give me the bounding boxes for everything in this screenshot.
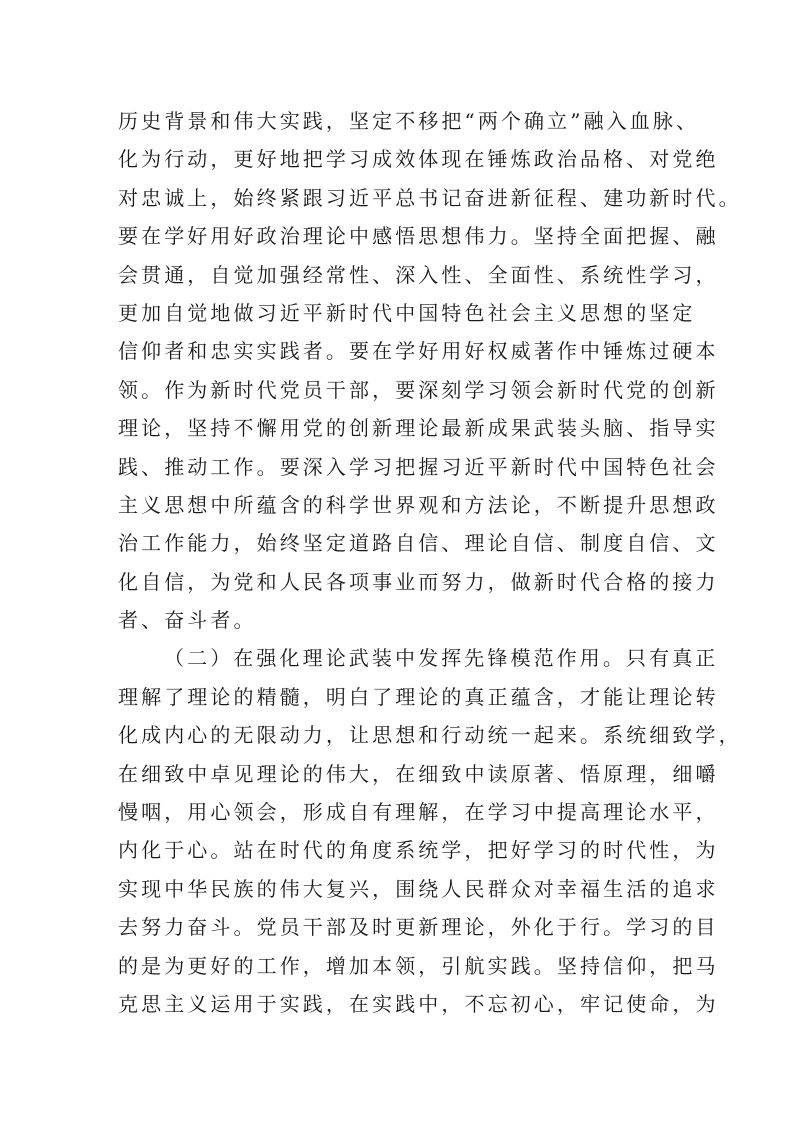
text-line: 克思主义运用于实践，在实践中，不忘初心，牢记使命，为 <box>118 991 719 1016</box>
text-line: 主义思想中所蕴含的科学世界观和方法论，不断提升思想政 <box>118 492 719 517</box>
text-line: 实现中华民族的伟大复兴，围绕人民群众对幸福生活的追求 <box>118 876 719 901</box>
text-line: 历史背景和伟大实践，坚定不移把“两个确立”融入血脉、 <box>118 109 700 133</box>
text-line: 理解了理论的精髓，明白了理论的真正蕴含，才能让理论转 <box>118 684 719 709</box>
text-line: 要在学好用好政治理论中感悟思想伟力。坚持全面把握、融 <box>118 224 719 249</box>
text-line: 领。作为新时代党员干部，要深刻学习领会新时代党的创新 <box>118 377 719 402</box>
text-line: 者、奋斗者。 <box>118 608 257 633</box>
text-line: 化为行动，更好地把学习成效体现在锤炼政治品格、对党绝 <box>118 147 719 172</box>
text-line: 慢咽，用心领会，形成自有理解，在学习中提高理论水平， <box>118 800 719 825</box>
text-line: 践、推动工作。要深入学习把握习近平新时代中国特色社会 <box>118 454 719 479</box>
text-line: 内化于心。站在时代的角度系统学，把好学习的时代性，为 <box>118 838 719 863</box>
text-line: 化成内心的无限动力，让思想和行动统一起来。系统细致学， <box>118 723 742 748</box>
text-line: 更加自觉地做习近平新时代中国特色社会主义思想的坚定 <box>118 300 696 325</box>
text-line: 理论，坚持不懈用党的创新理论最新成果武装头脑、指导实 <box>118 416 719 441</box>
text-line: 对忠诚上，始终紧跟习近平总书记奋进新征程、建功新时代。 <box>118 185 742 210</box>
section-heading-line: （二）在强化理论武装中发挥先锋模范作用。只有真正 <box>164 646 719 671</box>
text-line: 信仰者和忠实实践者。要在学好用好权威著作中锤炼过硬本 <box>118 339 719 364</box>
text-line: 治工作能力，始终坚定道路自信、理论自信、制度自信、文 <box>118 531 719 556</box>
text-line: 化自信，为党和人民各项事业而努力，做新时代合格的接力 <box>118 569 719 594</box>
text-line: 去努力奋斗。党员干部及时更新理论，外化于行。学习的目 <box>118 915 719 940</box>
text-line: 会贯通，自觉加强经常性、深入性、全面性、系统性学习， <box>118 262 719 287</box>
text-line: 的是为更好的工作，增加本领，引航实践。坚持信仰，把马 <box>118 953 719 978</box>
body-text <box>118 102 742 1023</box>
text-line: 在细致中卓见理论的伟大，在细致中读原著、悟原理，细嚼 <box>118 761 719 786</box>
